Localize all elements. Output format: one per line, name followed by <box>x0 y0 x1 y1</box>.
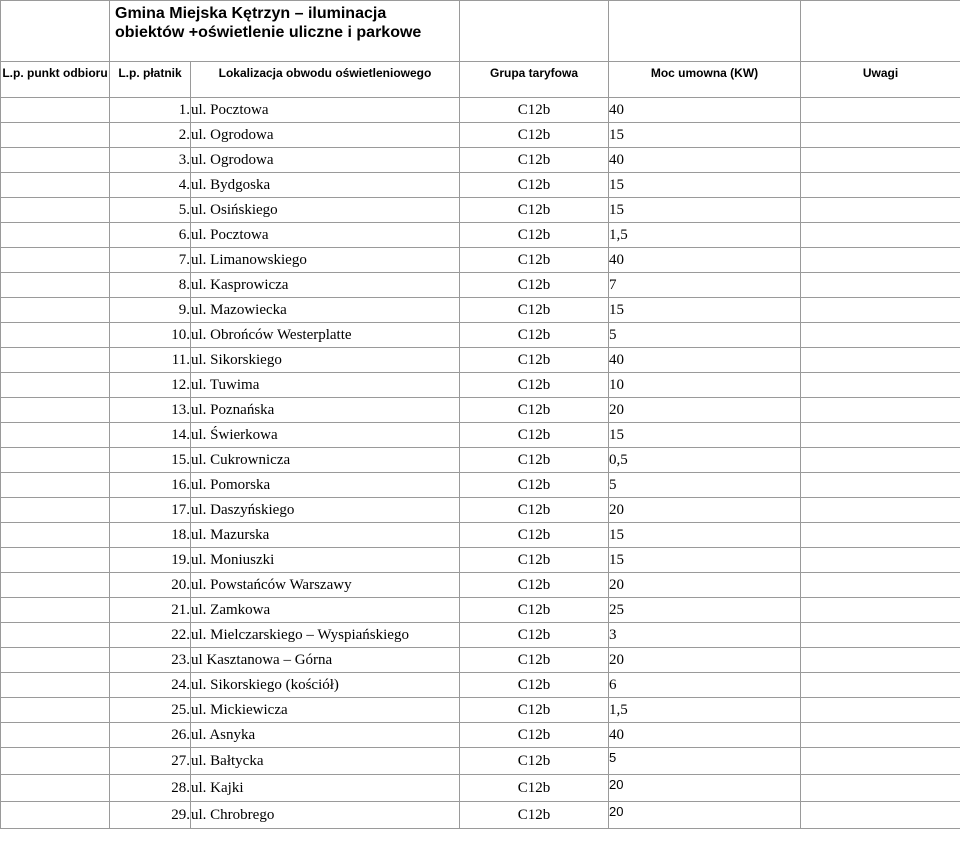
cell-tariff-group: C12b <box>460 648 609 673</box>
cell-power: 5 <box>609 473 801 498</box>
cell-lp-punkt <box>1 423 110 448</box>
cell-power: 20 <box>609 398 801 423</box>
cell-number: 27. <box>110 748 191 775</box>
cell-lp-punkt <box>1 623 110 648</box>
cell-power: 40 <box>609 723 801 748</box>
cell-lp-punkt <box>1 775 110 802</box>
cell-power: 1,5 <box>609 698 801 723</box>
cell-number: 15. <box>110 448 191 473</box>
cell-uwagi <box>801 98 960 123</box>
cell-uwagi <box>801 498 960 523</box>
cell-tariff-group: C12b <box>460 548 609 573</box>
table-row <box>1 398 960 423</box>
cell-power: 15 <box>609 423 801 448</box>
cell-tariff-group: C12b <box>460 98 609 123</box>
cell-lp-punkt <box>1 123 110 148</box>
cell-tariff-group: C12b <box>460 473 609 498</box>
cell-tariff-group: C12b <box>460 673 609 698</box>
cell-uwagi <box>801 148 960 173</box>
cell-lp-punkt <box>1 173 110 198</box>
cell-location: ul. Mazurska <box>191 523 460 548</box>
table-row <box>1 423 960 448</box>
cell-tariff-group: C12b <box>460 223 609 248</box>
cell-tariff-group: C12b <box>460 598 609 623</box>
cell-lp-punkt <box>1 323 110 348</box>
cell-lp-punkt <box>1 723 110 748</box>
cell-power: 20 <box>609 573 801 598</box>
cell-power: 7 <box>609 273 801 298</box>
cell-tariff-group: C12b <box>460 123 609 148</box>
cell-number: 19. <box>110 548 191 573</box>
cell-uwagi <box>801 623 960 648</box>
cell-uwagi <box>801 775 960 802</box>
cell-power: 15 <box>609 173 801 198</box>
cell-uwagi <box>801 648 960 673</box>
cell-lp-punkt <box>1 698 110 723</box>
cell-location: ul. Kajki <box>191 775 460 802</box>
cell-location: ul. Powstańców Warszawy <box>191 573 460 598</box>
header-uwagi: Uwagi <box>862 66 899 80</box>
cell-location: ul. Pomorska <box>191 473 460 498</box>
table-row <box>1 323 960 348</box>
cell-tariff-group: C12b <box>460 248 609 273</box>
cell-location: ul. Sikorskiego (kościół) <box>191 673 460 698</box>
cell-power: 15 <box>609 123 801 148</box>
cell-power: 20 <box>609 498 801 523</box>
table-row <box>1 548 960 573</box>
cell-number: 26. <box>110 723 191 748</box>
cell-location: ul. Limanowskiego <box>191 248 460 273</box>
cell-location: ul. Pocztowa <box>191 98 460 123</box>
cell-number: 16. <box>110 473 191 498</box>
cell-number: 22. <box>110 623 191 648</box>
cell-number: 1. <box>110 98 191 123</box>
cell-location: ul. Cukrownicza <box>191 448 460 473</box>
cell-tariff-group: C12b <box>460 273 609 298</box>
table-row <box>1 123 960 148</box>
cell-number: 11. <box>110 348 191 373</box>
table-row <box>1 748 960 775</box>
header-lp-punkt: L.p. punkt odbioru <box>2 66 108 80</box>
cell-tariff-group: C12b <box>460 748 609 775</box>
cell-power: 5 <box>609 323 801 348</box>
title-row <box>1 1 960 62</box>
cell-number: 5. <box>110 198 191 223</box>
cell-lp-punkt <box>1 223 110 248</box>
table-row <box>1 298 960 323</box>
cell-number: 17. <box>110 498 191 523</box>
cell-number: 4. <box>110 173 191 198</box>
cell-power: 20 <box>609 775 801 802</box>
cell-power: 40 <box>609 248 801 273</box>
cell-tariff-group: C12b <box>460 398 609 423</box>
cell-location: ul. Bydgoska <box>191 173 460 198</box>
cell-location: ul. Kasprowicza <box>191 273 460 298</box>
cell-number: 21. <box>110 598 191 623</box>
table-row <box>1 723 960 748</box>
cell-location: ul. Mazowiecka <box>191 298 460 323</box>
cell-tariff-group: C12b <box>460 698 609 723</box>
cell-lp-punkt <box>1 648 110 673</box>
header-grupa: Grupa taryfowa <box>489 66 579 80</box>
cell-power: 15 <box>609 548 801 573</box>
cell-location: ul. Tuwima <box>191 373 460 398</box>
cell-tariff-group: C12b <box>460 348 609 373</box>
cell-power: 5 <box>609 748 801 775</box>
cell-uwagi <box>801 373 960 398</box>
table-row <box>1 98 960 123</box>
table-row <box>1 173 960 198</box>
cell-uwagi <box>801 123 960 148</box>
table-row <box>1 802 960 829</box>
cell-tariff-group: C12b <box>460 573 609 598</box>
cell-uwagi <box>801 223 960 248</box>
cell-number: 29. <box>110 802 191 829</box>
cell-power: 3 <box>609 623 801 648</box>
table-row <box>1 223 960 248</box>
cell-location: ul. Osińskiego <box>191 198 460 223</box>
cell-power: 40 <box>609 348 801 373</box>
cell-tariff-group: C12b <box>460 498 609 523</box>
cell-lp-punkt <box>1 148 110 173</box>
cell-power: 15 <box>609 523 801 548</box>
cell-number: 12. <box>110 373 191 398</box>
cell-location: ul. Obrońców Westerplatte <box>191 323 460 348</box>
cell-number: 9. <box>110 298 191 323</box>
cell-power: 0,5 <box>609 448 801 473</box>
cell-lp-punkt <box>1 523 110 548</box>
cell-location: ul. Mielczarskiego – Wyspiańskiego <box>191 623 460 648</box>
cell-tariff-group: C12b <box>460 173 609 198</box>
cell-location: ul. Ogrodowa <box>191 123 460 148</box>
table-row <box>1 623 960 648</box>
cell-number: 24. <box>110 673 191 698</box>
cell-tariff-group: C12b <box>460 623 609 648</box>
cell-lp-punkt <box>1 248 110 273</box>
cell-power: 20 <box>609 648 801 673</box>
cell-number: 2. <box>110 123 191 148</box>
cell-power: 40 <box>609 98 801 123</box>
table-row <box>1 448 960 473</box>
cell-tariff-group: C12b <box>460 373 609 398</box>
cell-uwagi <box>801 173 960 198</box>
cell-lp-punkt <box>1 98 110 123</box>
cell-number: 14. <box>110 423 191 448</box>
cell-power: 20 <box>609 802 801 829</box>
cell-number: 6. <box>110 223 191 248</box>
table-row <box>1 523 960 548</box>
table-row <box>1 573 960 598</box>
cell-power: 40 <box>609 148 801 173</box>
cell-tariff-group: C12b <box>460 323 609 348</box>
table-row <box>1 348 960 373</box>
cell-tariff-group: C12b <box>460 775 609 802</box>
cell-location: ul. Zamkowa <box>191 598 460 623</box>
cell-uwagi <box>801 448 960 473</box>
table-row <box>1 473 960 498</box>
cell-location: ul. Pocztowa <box>191 223 460 248</box>
cell-power: 1,5 <box>609 223 801 248</box>
cell-location: ul. Moniuszki <box>191 548 460 573</box>
cell-lp-punkt <box>1 802 110 829</box>
cell-lp-punkt <box>1 748 110 775</box>
cell-lp-punkt <box>1 398 110 423</box>
cell-lp-punkt <box>1 498 110 523</box>
table-row <box>1 273 960 298</box>
cell-lp-punkt <box>1 448 110 473</box>
table-row <box>1 498 960 523</box>
cell-number: 8. <box>110 273 191 298</box>
cell-number: 7. <box>110 248 191 273</box>
cell-location: ul. Mickiewicza <box>191 698 460 723</box>
cell-uwagi <box>801 723 960 748</box>
cell-uwagi <box>801 473 960 498</box>
cell-tariff-group: C12b <box>460 448 609 473</box>
cell-uwagi <box>801 802 960 829</box>
table-row <box>1 248 960 273</box>
cell-lp-punkt <box>1 273 110 298</box>
header-row <box>1 62 960 98</box>
cell-uwagi <box>801 423 960 448</box>
table-row <box>1 148 960 173</box>
cell-number: 18. <box>110 523 191 548</box>
cell-location: ul. Bałtycka <box>191 748 460 775</box>
cell-location: ul. Ogrodowa <box>191 148 460 173</box>
cell-lp-punkt <box>1 198 110 223</box>
cell-lp-punkt <box>1 548 110 573</box>
cell-power: 15 <box>609 298 801 323</box>
cell-tariff-group: C12b <box>460 723 609 748</box>
cell-lp-punkt <box>1 373 110 398</box>
cell-location: ul Kasztanowa – Górna <box>191 648 460 673</box>
cell-number: 3. <box>110 148 191 173</box>
cell-tariff-group: C12b <box>460 298 609 323</box>
cell-uwagi <box>801 273 960 298</box>
table-row <box>1 775 960 802</box>
cell-uwagi <box>801 748 960 775</box>
table-row <box>1 373 960 398</box>
cell-location: ul. Chrobrego <box>191 802 460 829</box>
cell-number: 10. <box>110 323 191 348</box>
cell-location: ul. Poznańska <box>191 398 460 423</box>
cell-lp-punkt <box>1 348 110 373</box>
cell-uwagi <box>801 198 960 223</box>
table-row <box>1 673 960 698</box>
cell-lp-punkt <box>1 598 110 623</box>
cell-number: 23. <box>110 648 191 673</box>
cell-number: 20. <box>110 573 191 598</box>
table-row <box>1 598 960 623</box>
cell-uwagi <box>801 698 960 723</box>
cell-uwagi <box>801 523 960 548</box>
cell-uwagi <box>801 323 960 348</box>
cell-tariff-group: C12b <box>460 802 609 829</box>
cell-number: 28. <box>110 775 191 802</box>
cell-uwagi <box>801 248 960 273</box>
cell-uwagi <box>801 398 960 423</box>
cell-uwagi <box>801 548 960 573</box>
table-row <box>1 198 960 223</box>
cell-location: ul. Asnyka <box>191 723 460 748</box>
cell-power: 6 <box>609 673 801 698</box>
table-row <box>1 648 960 673</box>
cell-location: ul. Daszyńskiego <box>191 498 460 523</box>
cell-lp-punkt <box>1 673 110 698</box>
header-lp-platnik: L.p. płatnik <box>118 66 182 80</box>
cell-uwagi <box>801 348 960 373</box>
cell-lp-punkt <box>1 573 110 598</box>
cell-tariff-group: C12b <box>460 148 609 173</box>
cell-lp-punkt <box>1 298 110 323</box>
cell-uwagi <box>801 673 960 698</box>
cell-power: 15 <box>609 198 801 223</box>
cell-power: 10 <box>609 373 801 398</box>
cell-power: 25 <box>609 598 801 623</box>
cell-tariff-group: C12b <box>460 523 609 548</box>
table-row <box>1 698 960 723</box>
cell-number: 25. <box>110 698 191 723</box>
header-lokalizacja: Lokalizacja obwodu oświetleniowego <box>218 66 432 80</box>
cell-tariff-group: C12b <box>460 423 609 448</box>
cell-lp-punkt <box>1 473 110 498</box>
cell-uwagi <box>801 298 960 323</box>
cell-uwagi <box>801 598 960 623</box>
cell-location: ul. Sikorskiego <box>191 348 460 373</box>
table-title: Gmina Miejska Kętrzyn – iluminacja obiektów +oświetlenie uliczne i parkowe <box>115 5 422 41</box>
header-moc: Moc umowna (KW) <box>650 66 759 80</box>
cell-tariff-group: C12b <box>460 198 609 223</box>
cell-uwagi <box>801 573 960 598</box>
cell-location: ul. Świerkowa <box>191 423 460 448</box>
cell-number: 13. <box>110 398 191 423</box>
